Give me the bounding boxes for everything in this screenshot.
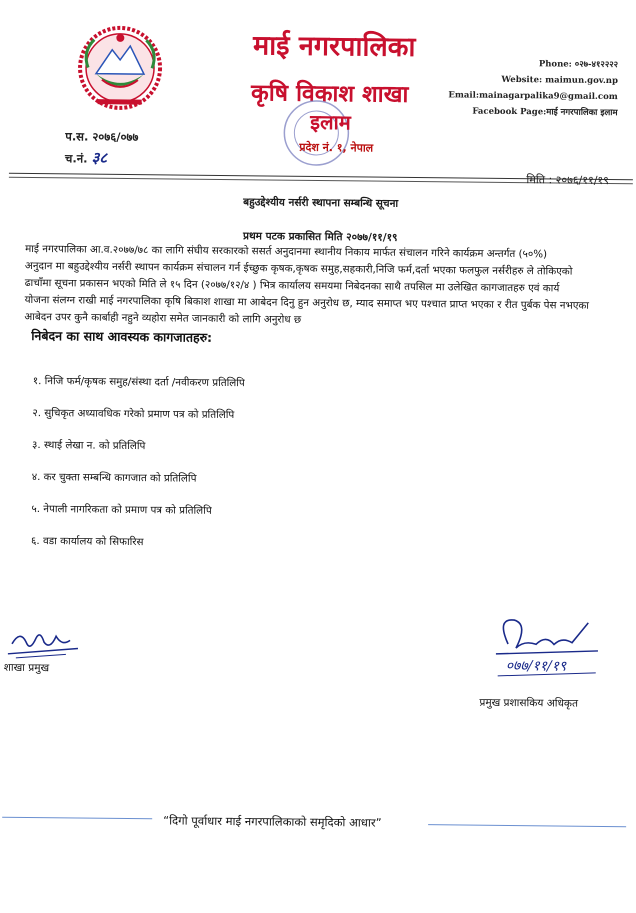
letter-date: मिति : २०७६/११/१९ [526, 173, 609, 188]
cao-label: प्रमुख प्रशासकिय अधिकृत [479, 696, 579, 710]
website: Website: maimun.gov.np [501, 74, 618, 87]
body-line: योजना संलग्न राखी माई नगरपालिका कृषि बिकाश शाखा मा आबेदन दिनु हुन अनुरोध छ, म्याद समाप्त भए पश्चात प्राप्त भएका र रीत पुर्बक पेस नभएका [24, 293, 590, 312]
footer-motto: “दिगो पूर्वाधार माई नगरपालिकाको समृदिको आधार” [163, 813, 382, 830]
chalani-label: च.नं. [65, 151, 88, 166]
footer-rule-right [428, 824, 626, 827]
cao-signature-date: ०७७/११/१९ [505, 657, 567, 675]
notice-published-date: प्रथम पटक प्रकासित मिति २०७७/११/१९ [242, 230, 398, 244]
chalani-number [65, 147, 138, 166]
list-item: २. सुचिकृत अध्यावधिक गरेको प्रमाण पत्र को प्रतिलिपि [32, 407, 235, 422]
requirements-heading: निबेदन का साथ आवस्यक कागजातहरु: [31, 327, 213, 345]
contact-block [448, 55, 618, 121]
phone-number: Phone: ०२७-४१२२२२ [538, 59, 619, 71]
body-line: आबेदन उपर कुनै कार्बाही नहुने व्यहोरा समेत जानकारी को लागि अनुरोध छ [24, 310, 302, 326]
list-item: ६. वडा कार्यालय को सिफारिस [31, 535, 144, 549]
nepal-government-emblem-icon [72, 21, 169, 114]
body-line: माई नगरपालिका आ.व.२०७७/७८ का लागि संघीय सरकारको ससर्त अनुदानमा स्थानीय निकाय मार्फत संचालन गरिने कार्यक्रम अन्तर्गत (५०%) [25, 242, 548, 261]
branch-name: कृषि विकाश शाखा [250, 79, 409, 108]
reference-block [65, 129, 138, 166]
province-name: प्रदेश नं. १, नेपाल [299, 140, 374, 155]
branch-head-signature [6, 622, 86, 663]
patra-sankhya: प.स. २०७६/०७७ [65, 129, 139, 145]
footer-rule-left [2, 817, 152, 820]
org-name: माई नगरपालिका [252, 30, 416, 63]
district-name: इलाम [310, 109, 351, 135]
cao-signature [488, 614, 609, 683]
notice-body [24, 241, 619, 332]
notice-subject: बहुउद्देश्यीय नर्सरी स्थापना सम्बन्धि सूचना [243, 196, 399, 210]
list-item: ५. नेपाली नागरिकता को प्रमाण पत्र को प्रतिलिपि [31, 503, 212, 517]
body-line: ढाचाँमा सूचना प्रकासन भएको मिति ले १५ दिन (२०७७/१२/४ ) भित्र कार्यालय समयमा निबेदनका साथै तपसिल मा उलेखित कागजातहरु एवं कार्य [24, 276, 560, 295]
facebook-page: Facebook Page:माई नगरपालिका इलाम [472, 106, 618, 119]
list-item: ४. कर चुक्ता सम्बन्धि कागजात को प्रतिलिपि [31, 471, 197, 485]
body-line: अनुदान मा बहुउद्देश्यीय नर्सरी स्थापन कार्यक्रम संचालन गर्न ईच्छुक कृषक,कृषक समुह,सहकारी,निजि फर्म,दर्ता भएका फलफुल नर्सरीहरु ले तोकिएको [24, 259, 573, 278]
email: Email:mainagarpalika9@gmail.com [448, 90, 618, 103]
branch-head-label: शाखा प्रमुख [3, 661, 50, 675]
list-item: १. निजि फर्म/कृषक समुह/संस्था दर्ता /नवीकरण प्रतिलिपि [32, 375, 245, 390]
list-item: ३. स्थाई लेखा न. को प्रतिलिपि [32, 439, 146, 453]
chalani-value: ३८ [91, 148, 108, 167]
requirements-list [31, 374, 245, 568]
